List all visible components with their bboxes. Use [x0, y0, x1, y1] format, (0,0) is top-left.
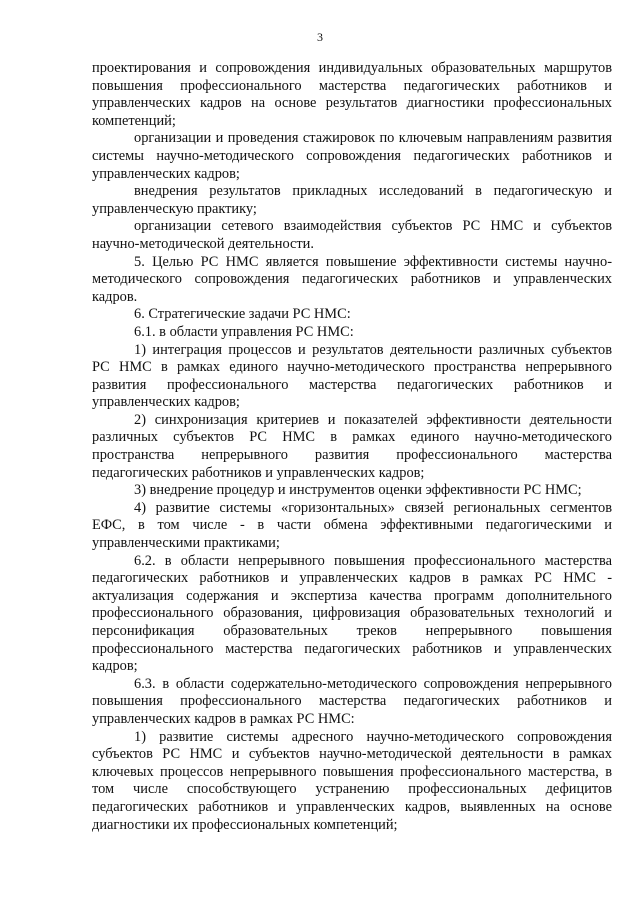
list-item: 1) интеграция процессов и результатов деятельности различных субъектов РС НМС в рамках единого научно-методического пространства непрерывного развития профессионального мастерства педагогических работников и управленческих кадров; [92, 341, 612, 411]
page-number: 3 [317, 30, 323, 44]
list-item: 2) синхронизация критериев и показателей эффективности деятельности различных субъектов РС НМС в рамках единого научно-методического пространства непрерывного развития профессионального мастерства педагогических работников и управленческих кадров; [92, 411, 612, 481]
section-heading: 6. Стратегические задачи РС НМС: [134, 306, 351, 323]
paragraph: внедрения результатов прикладных исследований в педагогическую и управленческую практику; [92, 183, 612, 217]
list-item: 1) развитие системы адресного научно-методического сопровождения субъектов РС НМС и субъектов научно-методической деятельности в рамках ключевых процессов непрерывного повышения профессионального мастерства, в том числе способствующего устранению профессиональных дефицитов педагогических работников и управленческих кадров, выявленных на основе диагностики их профессиональных компетенций; [92, 728, 612, 833]
list-item: 3) внедрение процедур и инструментов оценки эффективности РС НМС; [134, 482, 582, 499]
paragraph: проектирования и сопровождения индивидуальных образовательных маршрутов повышения профессионального мастерства педагогических работников и управленческих кадров на основе результатов диагностики профессиональных компетенций; [92, 60, 612, 129]
subsection-heading: 6.3. в области содержательно-методического сопровождения непрерывного повышения профессионального мастерства педагогических работников и управленческих кадров в рамках РС НМС: [92, 675, 612, 727]
subsection-heading: 6.1. в области управления РС НМС: [134, 323, 354, 340]
list-item: 4) развитие системы «горизонтальных» связей региональных сегментов ЕФС, в том числе - в части обмена эффективными педагогическими и управленческими практиками; [92, 499, 612, 552]
paragraph: 5. Целью РС НМС является повышение эффективности системы научно-методического сопровождения педагогических работников и управленческих кадров. [92, 253, 612, 305]
document-body [92, 60, 612, 834]
subsection-paragraph: 6.2. в области непрерывного повышения профессионального мастерства педагогических работников и управленческих кадров в рамках РС НМС - актуализация содержания и экспертиза качества программ дополнительного профессионального образования, цифровизация образовательных технологий и персонификация образовательных треков непрерывного повышения профессионального мастерства педагогических работников и управленческих кадров; [92, 552, 612, 675]
paragraph: организации и проведения стажировок по ключевым направлениям развития системы научно-методического сопровождения педагогических работников и управленческих кадров; [92, 130, 612, 182]
paragraph: организации сетевого взаимодействия субъектов РС НМС и субъектов научно-методической деятельности. [92, 218, 612, 252]
